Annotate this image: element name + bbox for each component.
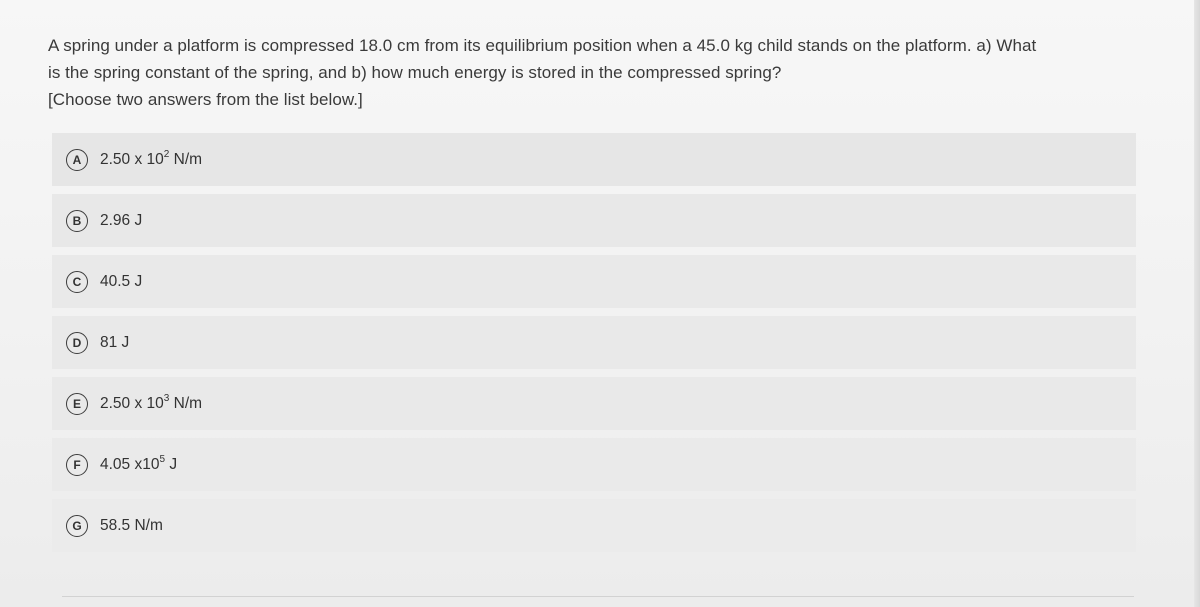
option-letter-badge: A: [66, 149, 88, 171]
option-letter-badge: F: [66, 454, 88, 476]
question-text: [48, 32, 1158, 113]
question-instruction: [Choose two answers from the list below.]: [48, 90, 363, 109]
answer-option-d[interactable]: [52, 316, 1136, 369]
answer-option-g[interactable]: [52, 499, 1136, 552]
option-label: 40.5 J: [100, 272, 143, 290]
option-letter-badge: B: [66, 210, 88, 232]
option-label: 2.96 J: [100, 211, 143, 229]
option-label: 4.05 $x10^5$ J: [100, 453, 178, 473]
answer-option-f[interactable]: [52, 438, 1136, 491]
option-label: 58.5 N/m: [100, 516, 163, 534]
divider: [62, 596, 1134, 597]
option-letter-badge: C: [66, 271, 88, 293]
question-line-1: A spring under a platform is compressed 18.0 cm from its equilibrium position when a 45.0 kg child stands on the platform. a) What: [48, 36, 1037, 55]
answer-options-list: [52, 133, 1136, 560]
option-label: 2.50 x $10^2$ N/m: [100, 148, 203, 168]
option-label: 81 J: [100, 333, 130, 351]
option-letter-badge: G: [66, 515, 88, 537]
option-letter-badge: D: [66, 332, 88, 354]
answer-option-a[interactable]: [52, 133, 1136, 186]
answer-option-e[interactable]: [52, 377, 1136, 430]
answer-option-c[interactable]: [52, 255, 1136, 308]
answer-option-b[interactable]: [52, 194, 1136, 247]
option-label: 2.50 x $10^3$ N/m: [100, 392, 203, 412]
question-line-2: is the spring constant of the spring, and b) how much energy is stored in the compressed spring?: [48, 63, 782, 82]
option-letter-badge: E: [66, 393, 88, 415]
screen-edge: [1194, 0, 1200, 607]
